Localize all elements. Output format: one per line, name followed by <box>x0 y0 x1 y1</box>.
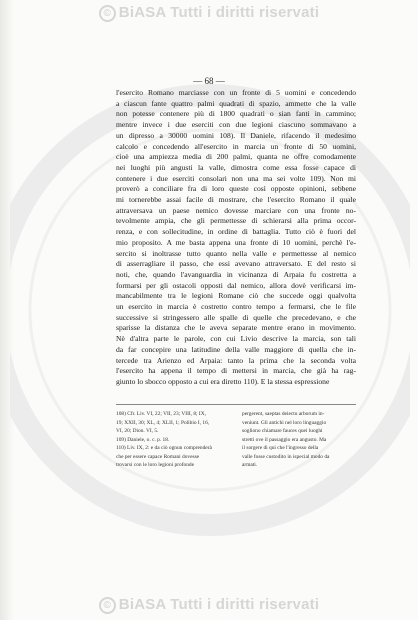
text-line: sparisse la distanza che le aveva separate mentre erano in movimento. <box>116 323 356 333</box>
text-line: a ciascun fante quattro palmi quadrati di spazio, ammette che la valle <box>116 98 356 108</box>
footnote-line: il sorgere di qui che l'ingresso della <box>242 445 319 451</box>
text-line: Nè d'altra parte le parole, con cui Livio descrive la marcia, son tali <box>116 334 356 344</box>
footnote-line: stretti ove il passaggio era angusto. Ma <box>242 436 327 443</box>
text-line: un dipresso a 30000 uomini 108). Il Daniele, rifacendo il medesimo <box>116 130 356 140</box>
watermark-bottom-text: BiASA Tutti i diritti riservati <box>118 596 320 613</box>
footnote-line: VI, 20; Dion. VI, 5. <box>116 428 159 434</box>
text-line: di asserragliare il passo, che essi avevano attraversato. E del resto si <box>116 259 356 269</box>
footnote-line: pergerent, saeptas deiectu arborum in- <box>242 411 325 417</box>
copyright-icon: © <box>99 5 116 22</box>
body-text <box>116 88 356 388</box>
text-line: sercito si inoltrasse tutto quanto nella valle e permettesse al nemico <box>116 248 356 258</box>
text-line: l'esercito ha appena il tempo di mettersi in marcia, che già ha rag- <box>116 366 356 376</box>
page-number: — 68 — <box>193 76 225 86</box>
watermark-top-text: BiASA Tutti i diritti riservati <box>118 4 320 21</box>
footnote-line: trovarsi con le loro legioni profonde <box>116 462 194 468</box>
text-line: nei luoghi più angusti la valle, dimostra come essa fosse capace di <box>116 162 356 172</box>
text-line: mancabilmente tra le legioni Romane ciò che succede oggi qualvolta <box>116 291 356 301</box>
copyright-icon: © <box>99 597 116 614</box>
text-line: non potesse contenere più di 1800 quadrati o sian fanti in cammino; <box>116 109 356 119</box>
text-line: giunto lo sbocco opposto a cui era diretto 110). E la stessa espressione <box>116 376 330 386</box>
footnotes-left-column <box>116 410 230 470</box>
text-line: contenere i due eserciti consolari non una ma sei volte 109). Non mi <box>116 173 356 183</box>
binding-shadow <box>0 0 14 620</box>
text-line: tevolmente ampia, che gli permettesse di schierarsi alla prima occor- <box>116 216 356 226</box>
footnote-line: 109) Daniele, o. c. p. 18. <box>116 436 170 443</box>
footnote-rule <box>116 404 356 405</box>
footnotes-right-column <box>242 410 356 470</box>
footnote-line: 108) Cfr. Liv. VI, 22; VII, 23; VIII, 8; IX, <box>116 411 206 417</box>
text-line: noti, che, quando l'avanguardia in vicinanza di Arpaia fu costretta a <box>116 269 356 279</box>
text-line: mio proposito. A me basta appena una fronte di 10 uomini, perchè l'e- <box>116 237 356 247</box>
text-line: mi tornerebbe assai facile di mostrare, che l'esercito Romano il quale <box>116 195 356 205</box>
footnote-line: che per essere capace Romani dovesse <box>116 453 200 460</box>
watermark-bottom <box>0 596 418 614</box>
text-line: attraversava un paese nemico dovesse marciare con una fronte no- <box>116 205 356 215</box>
text-line: l'esercito Romano marciasse con un fronte di 5 uomini e concedendo <box>116 88 356 97</box>
footnote-line: veniunt. Gli antichi nel loro linguaggio <box>242 419 327 426</box>
footnote-line: 110) Liv. IX, 2: e da ciò ognun comprenderà <box>116 445 212 451</box>
watermark-top <box>0 4 418 22</box>
text-line: proverò a conciliare fra di loro queste così opposte opinioni, sebbene <box>116 184 356 194</box>
footnote-line: sogliono chiamare fauces quei luoghi <box>242 428 323 434</box>
text-line: cioè una ampiezza media di 200 palmi, quanta ne offre comodamente <box>116 152 356 162</box>
text-line: da far concepire una latitudine della valle maggiore di quella che in- <box>116 344 356 354</box>
text-line: successive si stringessero alle spalle di quelle che precedevano, e che <box>116 312 356 322</box>
text-line: formarsi per gli ostacoli opposti dal nemico, allora dovè verificarsi im- <box>116 280 356 290</box>
footnote-line: armati. <box>242 462 258 468</box>
text-line: tercede tra Arienzo ed Arpaia: tanto la prima che la seconda volta <box>116 355 356 365</box>
text-line: un esercito in marcia è costretto contro tempo a fermarsi, che le file <box>116 302 356 312</box>
text-line: renza, e con sollecitudine, in ordine di battaglia. Tutto ciò è fuori del <box>116 227 356 237</box>
text-line: mentre invece i due eserciti con due legioni ciascuno sommavano a <box>116 120 356 130</box>
footnote-line: valle fosse custodito in ispecial modo da <box>242 453 330 460</box>
footnote-line: 19; XXII, 30; XL, 4; XLII, 1; Polibio I, 16, <box>116 419 210 426</box>
text-line: calcolo e concedendo all'esercito in marcia un fronte di 50 uomini, <box>116 141 356 151</box>
